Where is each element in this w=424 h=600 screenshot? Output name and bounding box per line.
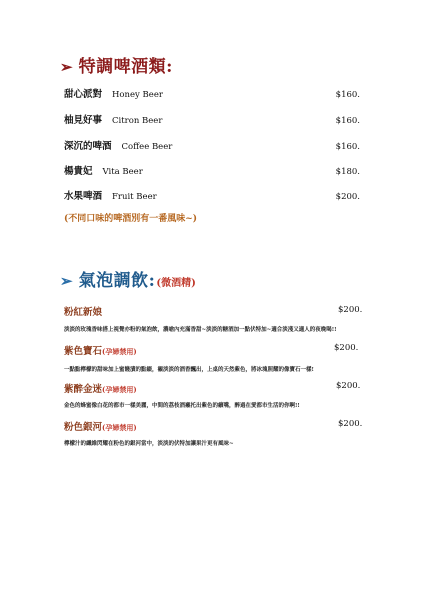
arrow-bullet-icon: ➢ [60, 272, 73, 290]
item-name-zh: 深沉的啤酒 [64, 141, 112, 152]
section-title-text: 氣泡調飲: [78, 271, 156, 291]
item-name-en: Coffee Beer [121, 142, 173, 152]
menu-item-fruit-beer [64, 188, 360, 202]
section-title-sparkling-drinks [60, 266, 196, 291]
menu-item-honey-beer [64, 86, 360, 100]
drink-price: $200. [336, 381, 361, 391]
drink-name: 紫醉金迷 [64, 384, 103, 395]
menu-item-citron-beer [64, 112, 360, 126]
drink-description: 淡淡的玫瑰香味搭上視覺亦粉的氣泡飲，濃嗆內充滿香甜~淡淡的糖酒加一點伏特加~適合淡淺又適人的夜晚喝!! [64, 327, 337, 333]
arrow-bullet-icon: ➢ [60, 58, 73, 76]
item-price: $180. [335, 167, 360, 177]
item-name-en: Vita Beer [102, 167, 143, 177]
drink-tag: (孕婦禁用) [102, 423, 137, 432]
item-name-en: Citron Beer [112, 116, 163, 126]
item-name-zh: 柚見好事 [64, 115, 103, 126]
item-name-zh: 水果啤酒 [64, 191, 103, 202]
item-name-en: Fruit Beer [112, 192, 157, 202]
drink-price: $200. [334, 343, 359, 353]
drink-item-purple-gem [64, 343, 137, 357]
drink-description: 金色的蜂蜜像白花的都市一樣美麗，中間的荔枝酒襯托出紫色的繽嘴，醉過在愛都市生活的你啊!! [64, 403, 300, 409]
drink-description: 檸檬汁的纖維閃耀在粉色的銀河當中，淡淡的伏特加讓果汁更有風味~ [64, 441, 234, 447]
item-price: $160. [335, 90, 360, 100]
drink-price: $200. [338, 305, 363, 315]
item-name-en: Honey Beer [112, 90, 163, 100]
drink-tag: (孕婦禁用) [102, 385, 137, 394]
item-name-zh: 楊貴妃 [64, 166, 93, 177]
drink-name: 紫色寶石 [64, 346, 103, 357]
drink-price: $200. [338, 419, 363, 429]
menu-item-coffee-beer [64, 138, 360, 152]
drink-item-pink-bride [64, 304, 102, 318]
menu-item-vita-beer [64, 163, 360, 177]
drink-name: 粉紅新娘 [64, 307, 103, 318]
item-name-zh: 甜心派對 [64, 89, 103, 100]
drink-item-purple-gold [64, 381, 137, 395]
section-title-special-beer [60, 52, 173, 77]
section-title-text: 特調啤酒類: [78, 57, 173, 77]
drink-tag: (孕婦禁用) [102, 347, 137, 356]
section-note: (不同口味的啤酒別有一番風味~) [64, 214, 198, 224]
item-price: $200. [335, 192, 360, 202]
drink-item-pink-galaxy [64, 419, 137, 433]
drink-description: 一點點檸檬的甜味加上蜜餞漬的點綴，襯淡淡的酒香飄出，上桌的天然紫色，將冰塊照耀的像寶石一樣! [64, 367, 314, 373]
section-subtitle: (微酒精) [156, 278, 196, 289]
drink-name: 粉色銀河 [64, 422, 103, 433]
item-price: $160. [335, 116, 360, 126]
item-price: $160. [335, 142, 360, 152]
